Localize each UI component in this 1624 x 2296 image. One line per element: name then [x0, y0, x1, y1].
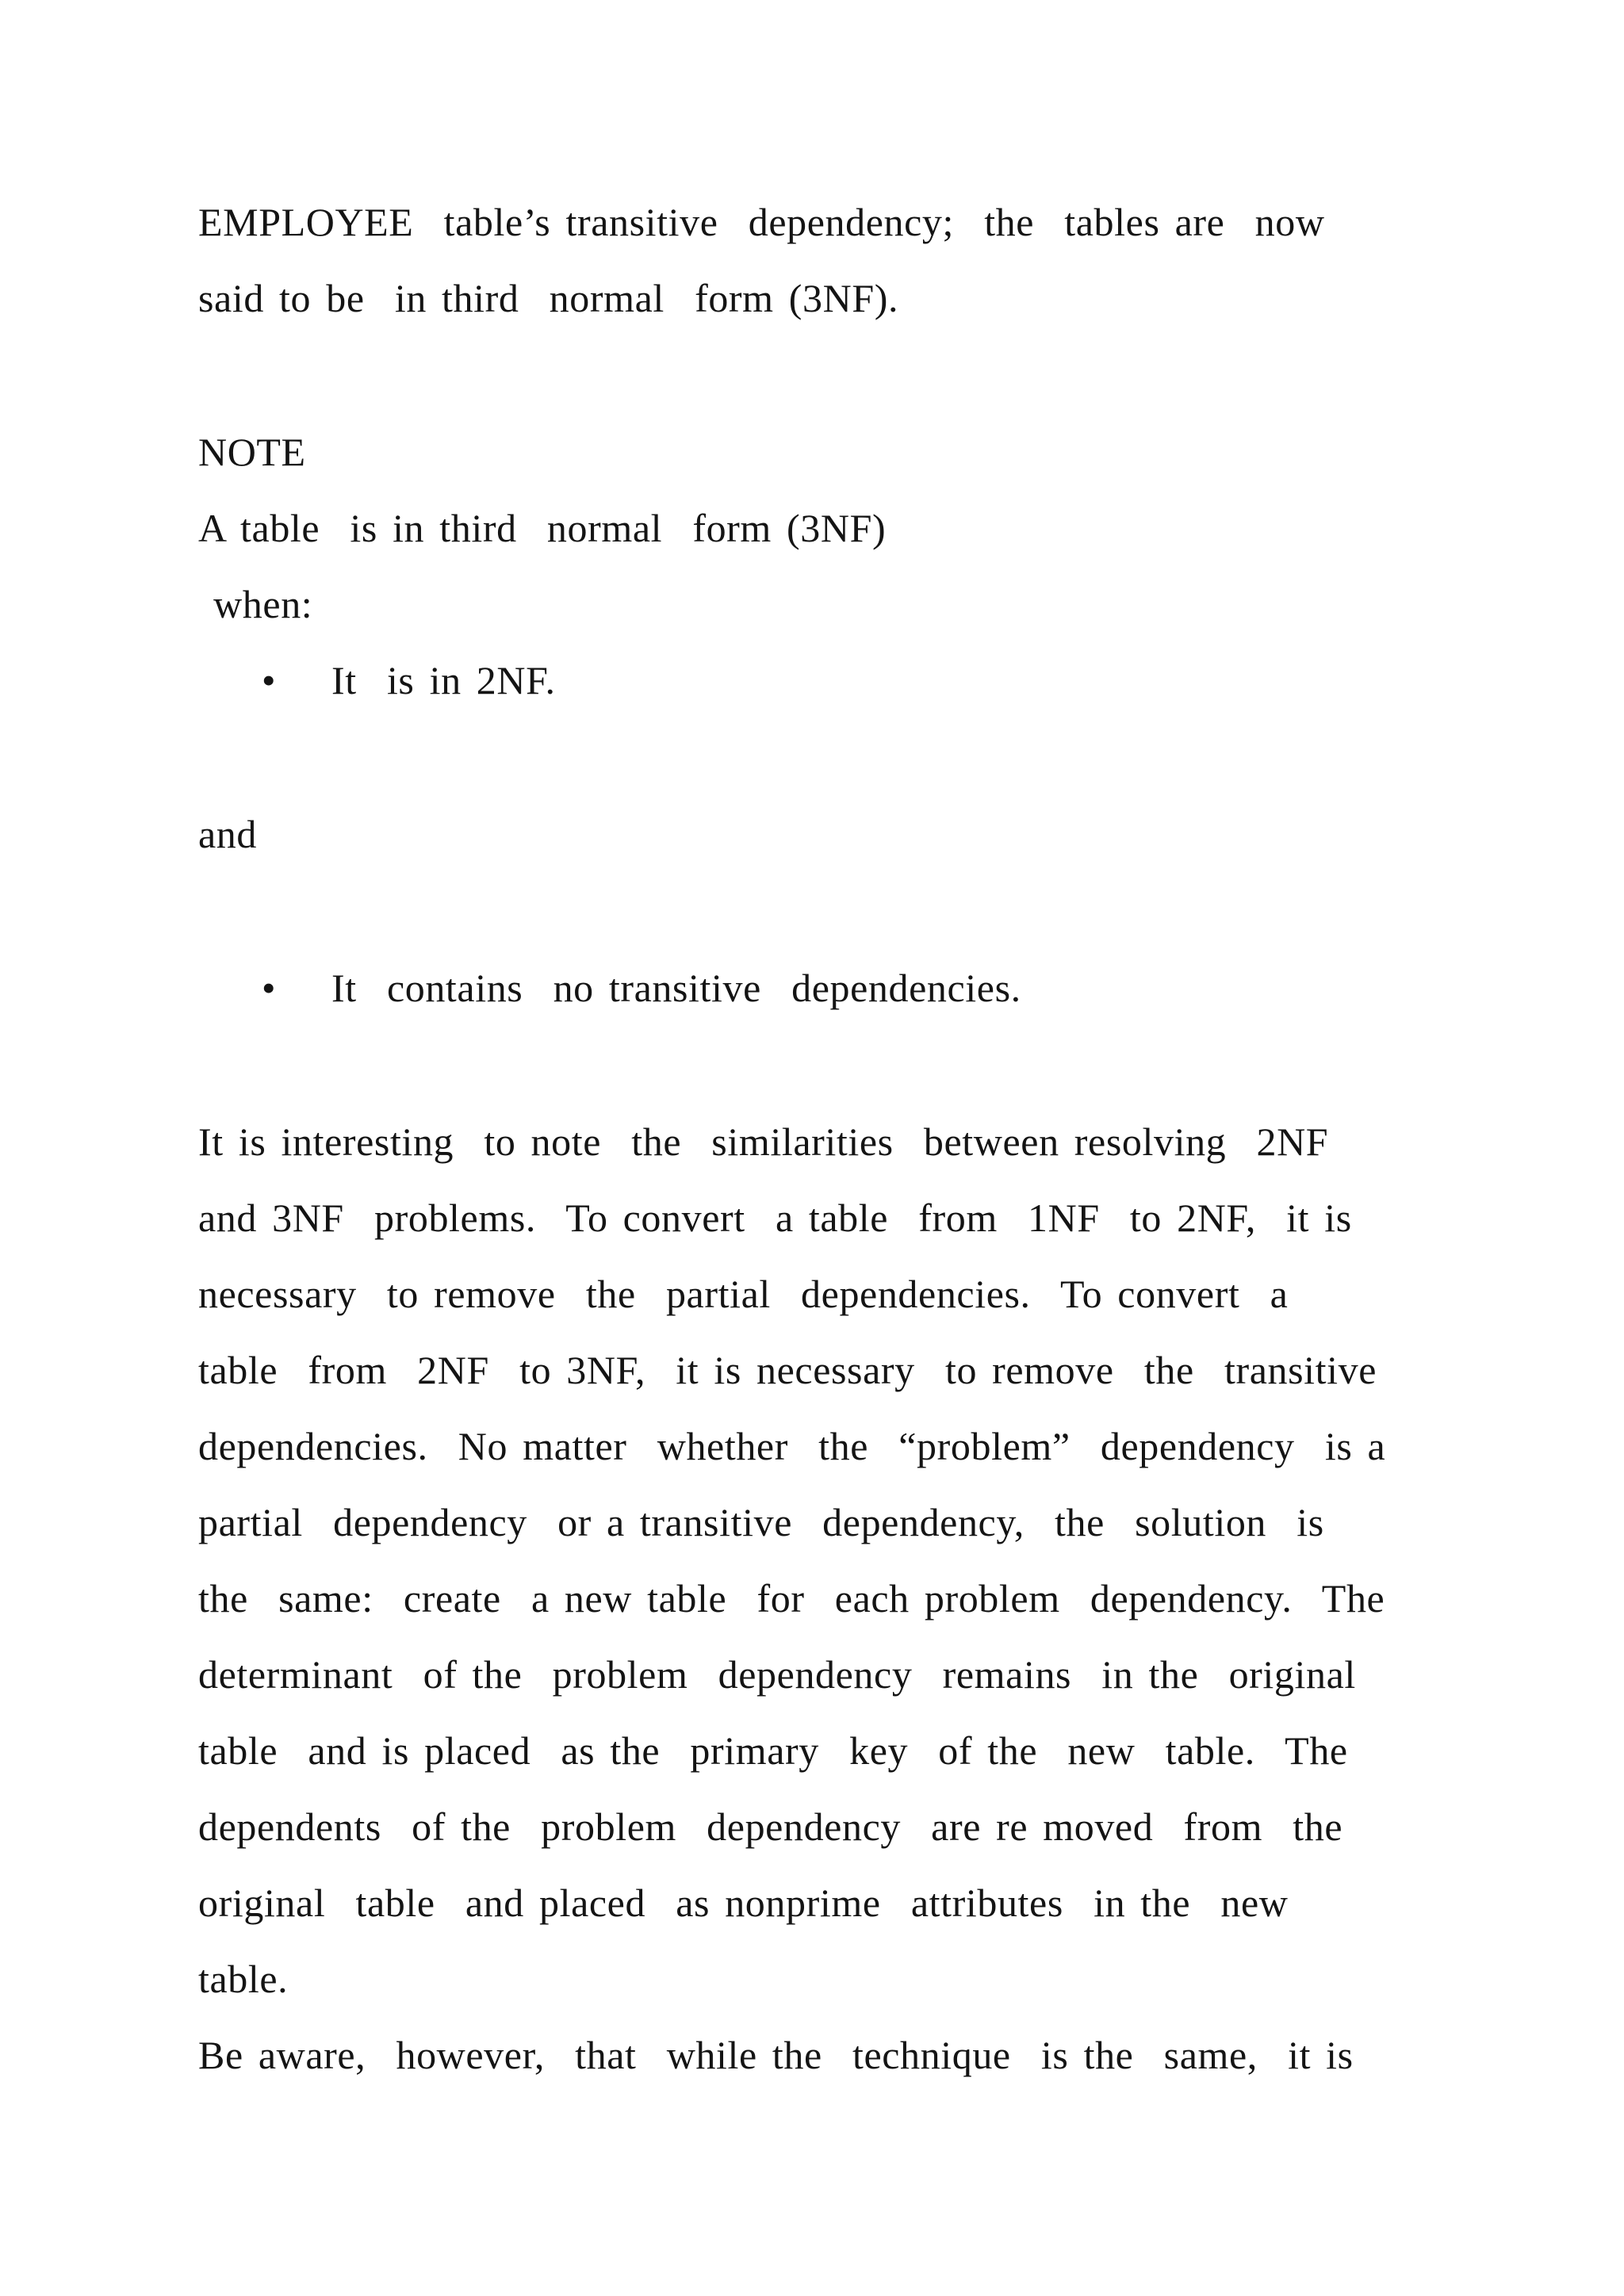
- note-definition-line-1: A table is in third normal form (3NF): [198, 506, 887, 550]
- body-line: the same: create a new table for each problem dependency. The: [198, 1576, 1385, 1621]
- body-line: dependencies. No matter whether the “problem” dependency is a: [198, 1424, 1386, 1468]
- bullet-icon: •: [262, 966, 276, 1010]
- body-line: necessary to remove the partial dependencies. To convert a: [198, 1272, 1289, 1316]
- intro-line-2: said to be in third normal form (3NF).: [198, 276, 899, 320]
- body-line: table from 2NF to 3NF, it is necessary to remove the transitive: [198, 1348, 1377, 1392]
- body-line: partial dependency or a transitive dependency, the solution is: [198, 1500, 1324, 1544]
- note-definition-line-2: when:: [198, 582, 313, 626]
- body-line: and 3NF problems. To convert a table from 1NF to 2NF, it is: [198, 1196, 1352, 1240]
- bullet-icon: •: [262, 658, 276, 702]
- body-line: original table and placed as nonprime attributes in the new: [198, 1881, 1289, 1925]
- note-heading: NOTE: [198, 430, 306, 474]
- note-bullet-2: It contains no transitive dependencies.: [331, 966, 1021, 1010]
- body-line: table.: [198, 1957, 289, 2001]
- body-line: dependents of the problem dependency are re moved from the: [198, 1804, 1343, 1849]
- note-bullet-1: It is in 2NF.: [331, 658, 556, 702]
- body-line: determinant of the problem dependency remains in the original: [198, 1652, 1356, 1697]
- body-line: It is interesting to note the similarities between resolving 2NF: [198, 1119, 1329, 1164]
- intro-line-1: EMPLOYEE table’s transitive dependency; the tables are now: [198, 200, 1325, 244]
- body-line: table and is placed as the primary key of the new table. The: [198, 1728, 1348, 1773]
- note-connector: and: [198, 812, 257, 856]
- body-line: Be aware, however, that while the technique is the same, it is: [198, 2033, 1354, 2077]
